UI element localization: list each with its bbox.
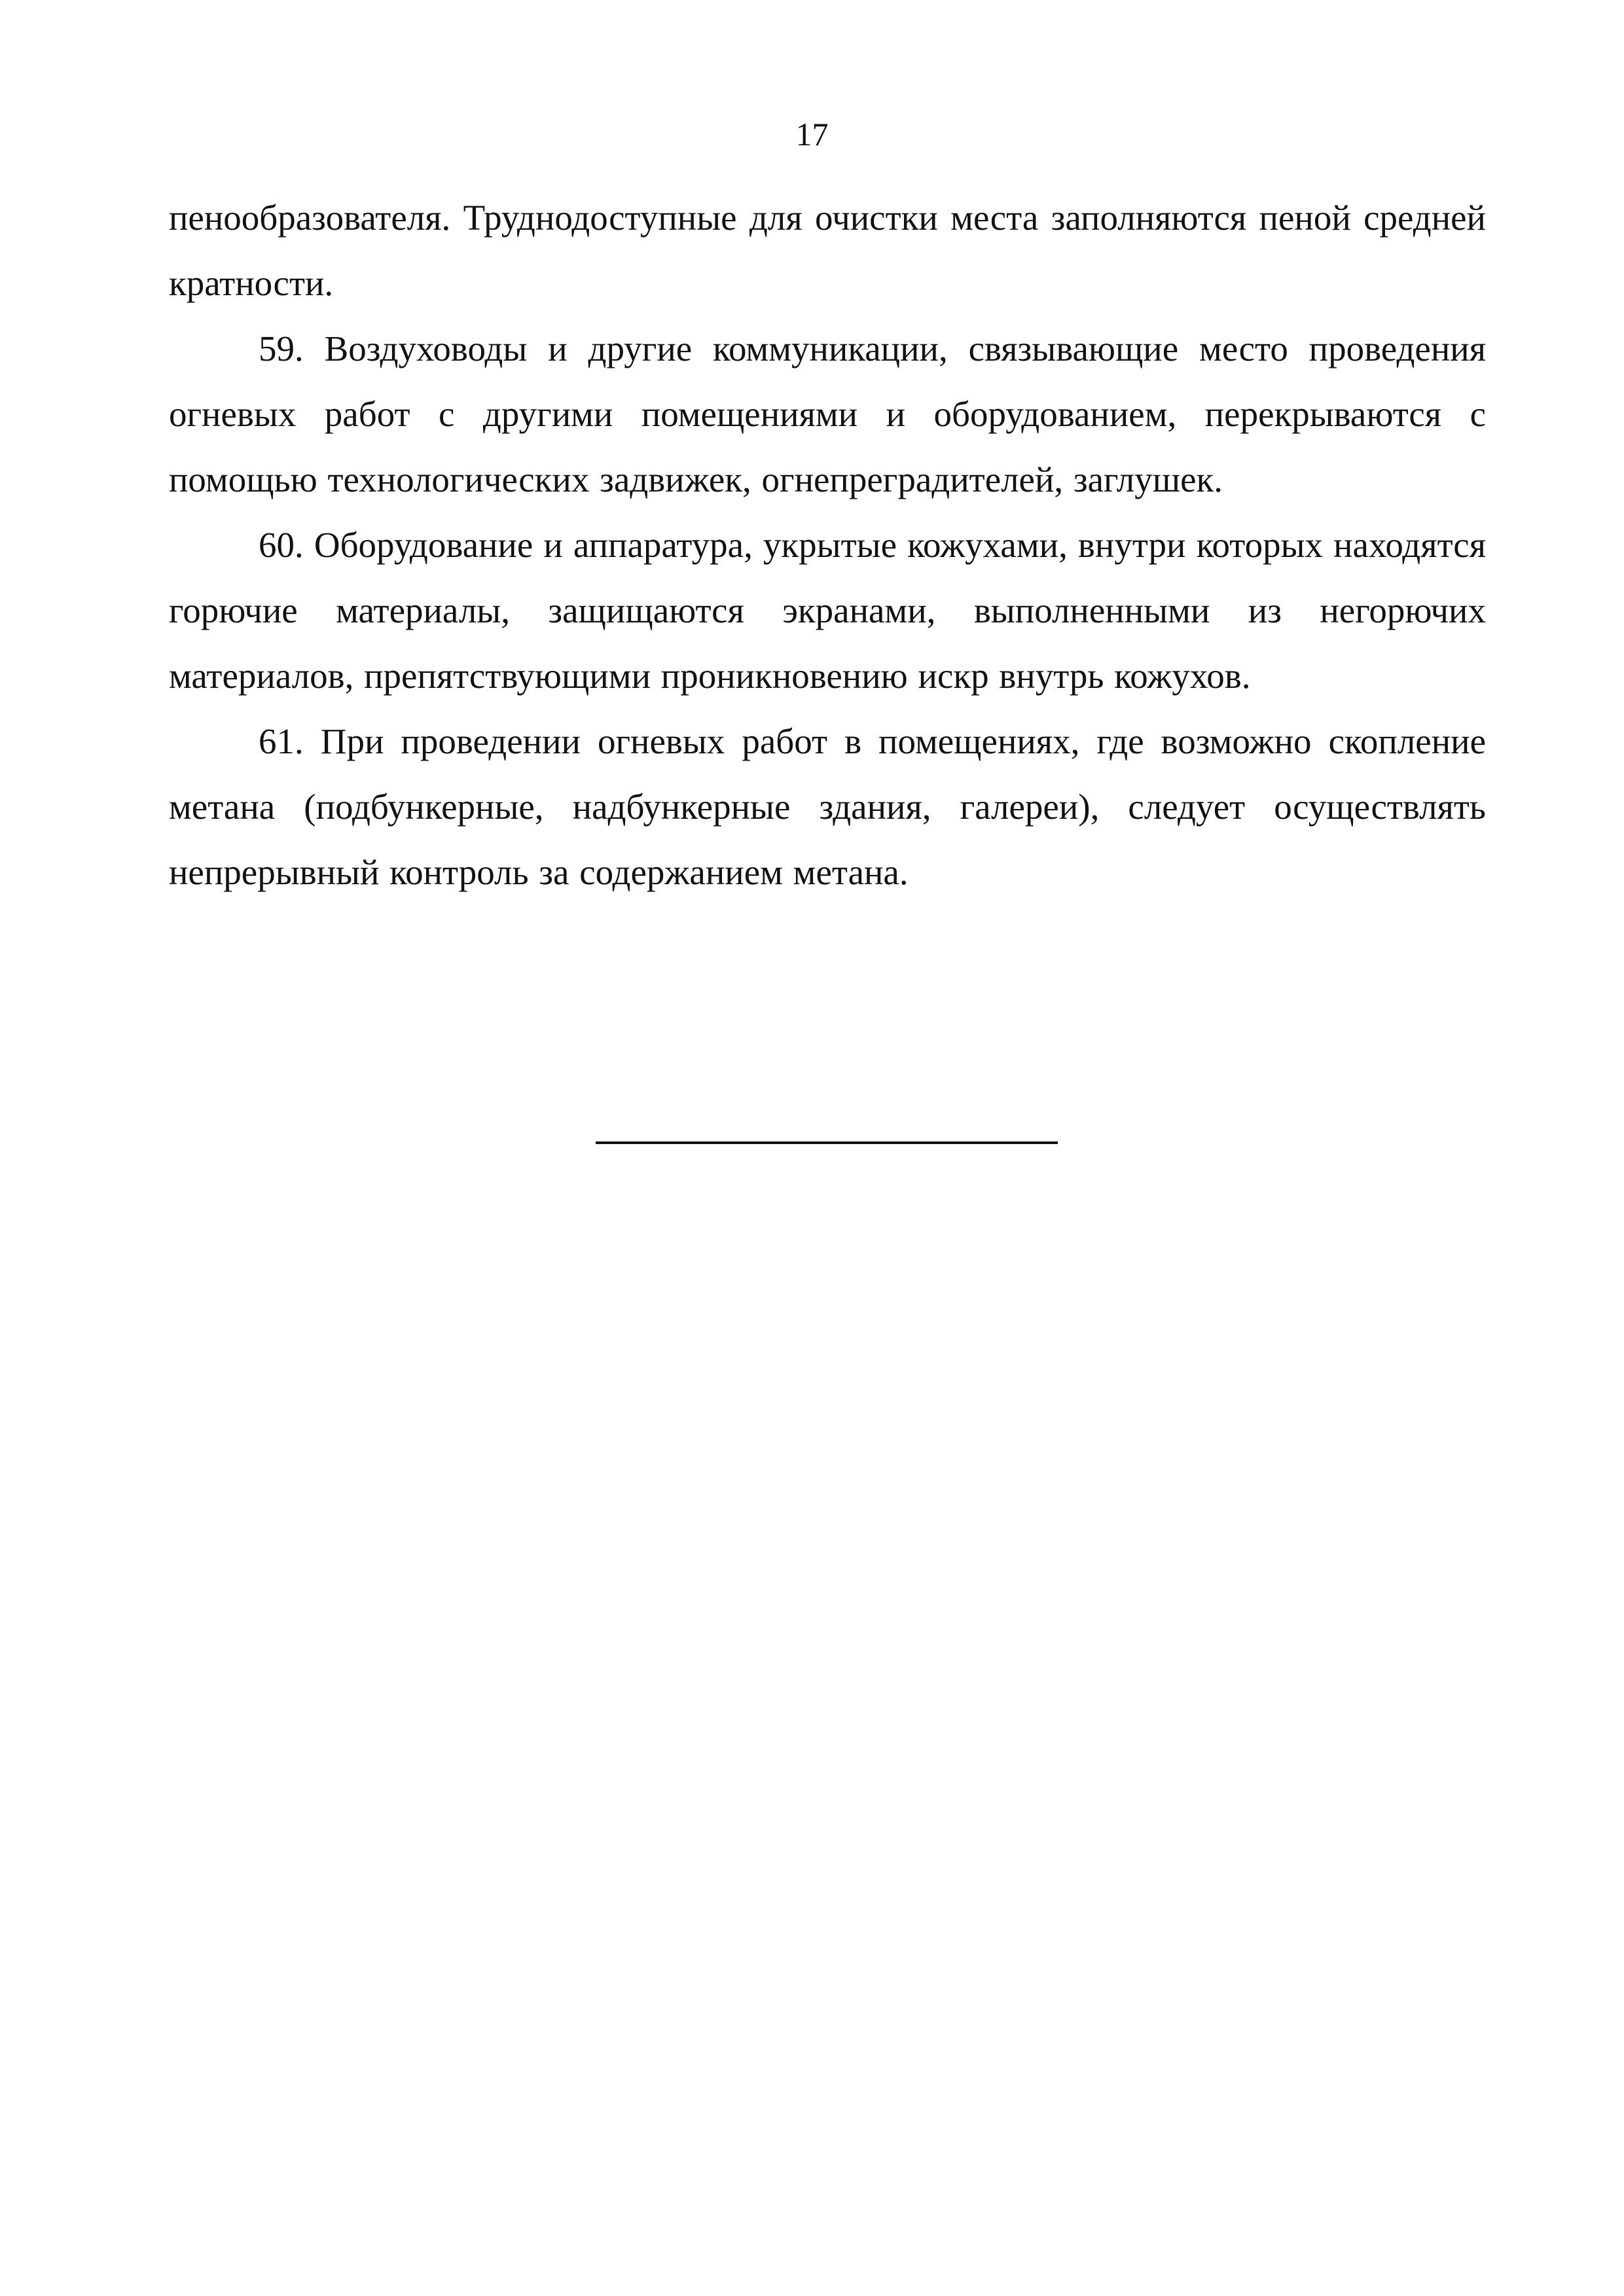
- paragraph-59: 59. Воздуховоды и другие коммуникации, связывающие место проведения огневых работ с другими помещениями и оборудованием, перекрываются с помощью технологических задвижек, огнепреградителей, заглушек.: [169, 329, 1486, 499]
- document-body: [169, 185, 1486, 905]
- paragraph-61: 61. При проведении огневых работ в помещениях, где возможно скопление метана (подбункерные, надбункерные здания, галереи), следует осуществлять непрерывный контроль за содержанием метана.: [169, 721, 1486, 892]
- paragraph-60: 60. Оборудование и аппаратура, укрытые кожухами, внутри которых находятся горючие материалы, защищаются экранами, выполненными из негорючих материалов, препятствующими проникновению искр внутрь кожухов.: [169, 525, 1486, 696]
- paragraph-continuation: пенообразователя. Труднодоступные для очистки места заполняются пеной средней кратности.: [169, 198, 1486, 303]
- page-number: 17: [795, 116, 829, 152]
- end-divider-line: [596, 1141, 1058, 1144]
